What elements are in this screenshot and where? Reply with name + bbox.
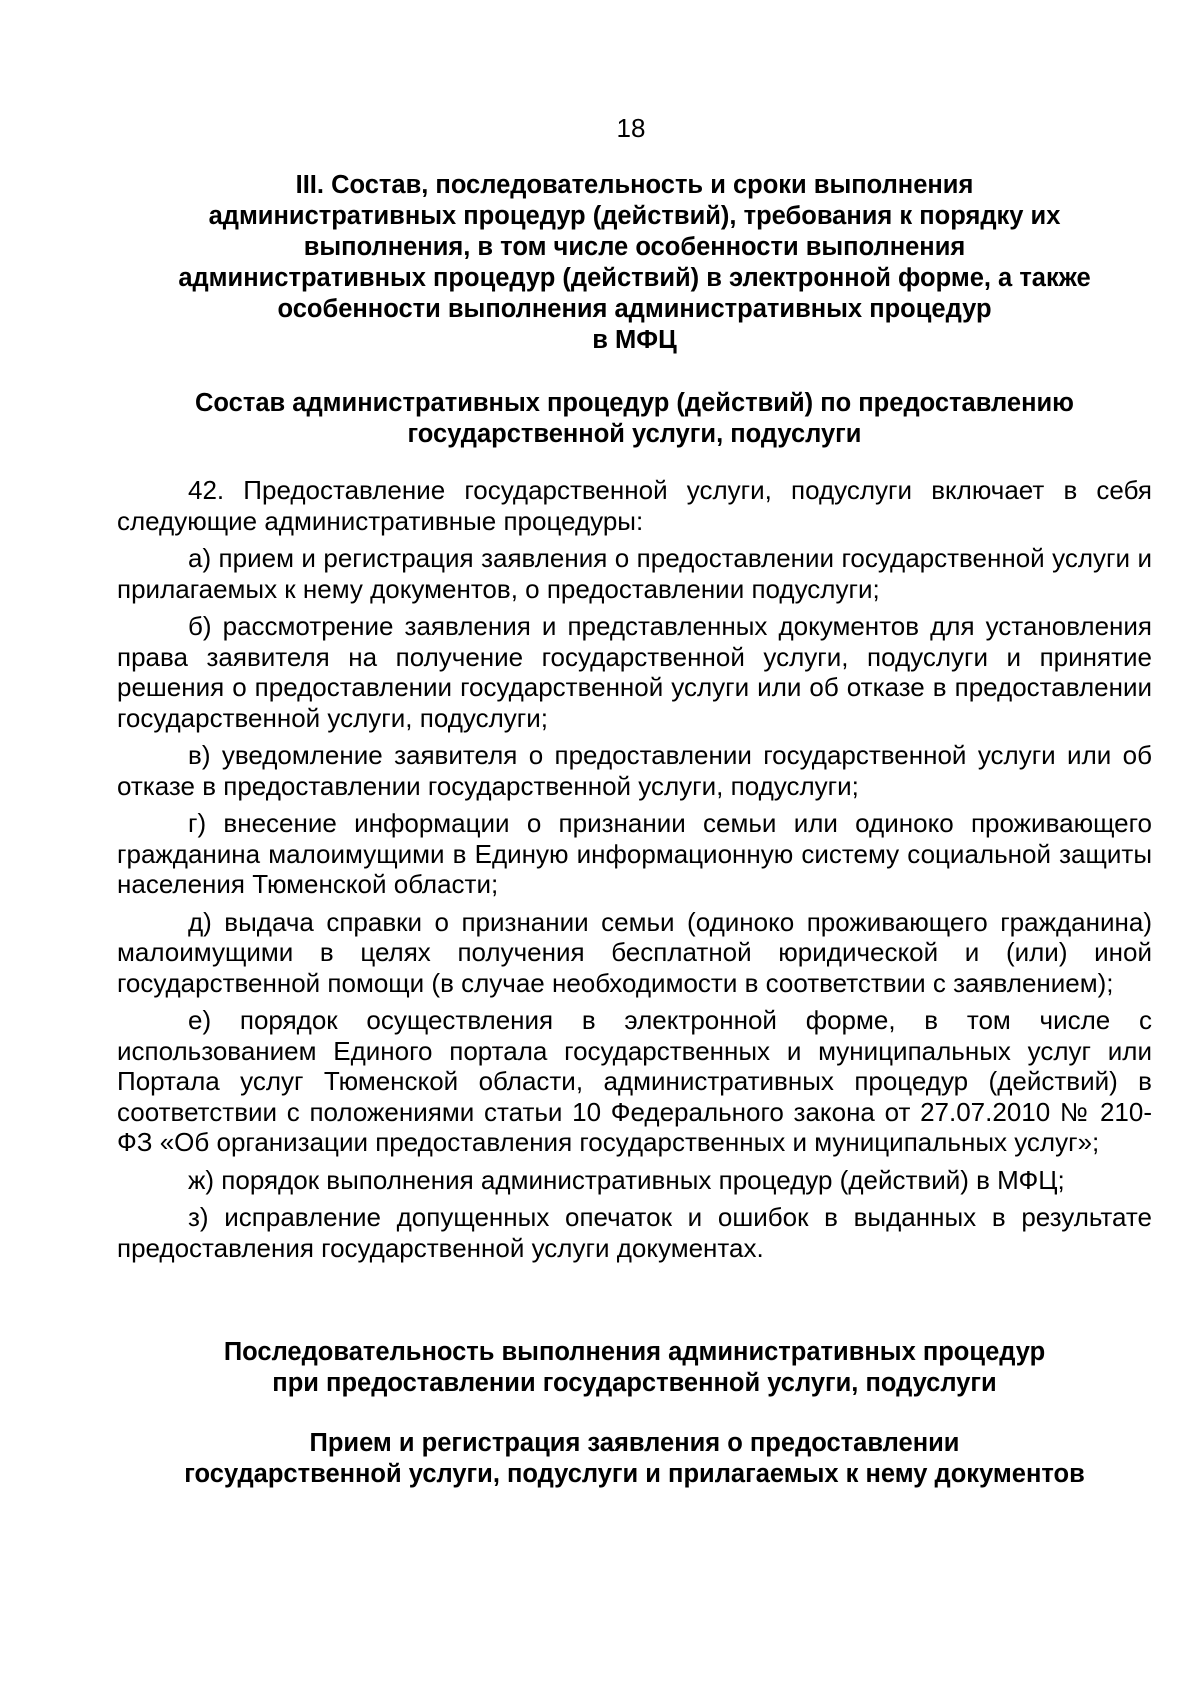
section-heading-line: особенности выполнения административных процедур xyxy=(277,295,992,323)
subheading-line: при предоставлении государственной услуги, подуслуги xyxy=(272,1369,997,1397)
subheading-line: Последовательность выполнения административных процедур xyxy=(223,1338,1046,1366)
page-number: 18 xyxy=(616,113,646,143)
subheading-composition xyxy=(117,388,1152,450)
paragraph-42: 42. Предоставление государственной услуги, подуслуги включает в себя следующие административные процедуры: xyxy=(117,475,1152,536)
list-item-e: е) порядок осуществления в электронной форме, в том числе с использованием Единого портала государственных и муниципальных услуг или Портала услуг Тюменской области, административных процедур (действий) в соответствии с положениями статьи 10 Федерального закона от 27.07.2010 № 210-ФЗ «Об организации предоставления государственных и муниципальных услуг»; xyxy=(117,1005,1152,1157)
list-item-a: а) прием и регистрация заявления о предоставлении государственной услуги и прилагаемых к нему документов, о предоставлении подуслуги; xyxy=(117,543,1152,604)
list-item-d: д) выдача справки о признании семьи (одиноко проживающего гражданина) малоимущими в целях получения бесплатной юридической и (или) иной государственной помощи (в случае необходимости в соответствии с заявлением); xyxy=(117,906,1152,998)
list-item-zh: ж) порядок выполнения административных процедур (действий) в МФЦ; xyxy=(188,1164,1065,1195)
list-item-g: г) внесение информации о признании семьи или одиноко проживающего гражданина малоимущими в Единую информационную систему социальной защиты населения Тюменской области; xyxy=(117,808,1152,899)
subheading-line: государственной услуги, подуслуги xyxy=(407,420,862,448)
section-heading-line: выполнения, в том числе особенности выполнения xyxy=(303,233,966,261)
subheading-line: государственной услуги, подуслуги и прилагаемых к нему документов xyxy=(184,1460,1085,1488)
subheading-line: Состав административных процедур (действий) по предоставлению xyxy=(195,389,1074,417)
subheading-reception xyxy=(117,1428,1152,1490)
list-item-z: з) исправление допущенных опечаток и ошибок в выданных в результате предоставления государственной услуги документах. xyxy=(117,1202,1152,1263)
list-item-v: в) уведомление заявителя о предоставлении государственной услуги или об отказе в предоставлении государственной услуги, подуслуги; xyxy=(117,740,1152,801)
section-heading-line: административных процедур (действий) в электронной форме, а также xyxy=(178,264,1091,292)
subheading-line: Прием и регистрация заявления о предоставлении xyxy=(309,1429,960,1457)
section-heading-line: в МФЦ xyxy=(592,326,677,354)
subheading-sequence xyxy=(117,1337,1152,1399)
list-item-b: б) рассмотрение заявления и представленных документов для установления права заявителя на получение государственной услуги, подуслуги и принятие решения о предоставлении государственной услуги или об отказе в предоставлении государственной услуги, подуслуги; xyxy=(117,611,1152,733)
procedures-list xyxy=(117,475,1152,1270)
section-heading xyxy=(117,170,1152,356)
section-heading-line: III. Состав, последовательность и сроки выполнения xyxy=(295,171,974,199)
section-heading-line: административных процедур (действий), требования к порядку их xyxy=(208,202,1061,230)
